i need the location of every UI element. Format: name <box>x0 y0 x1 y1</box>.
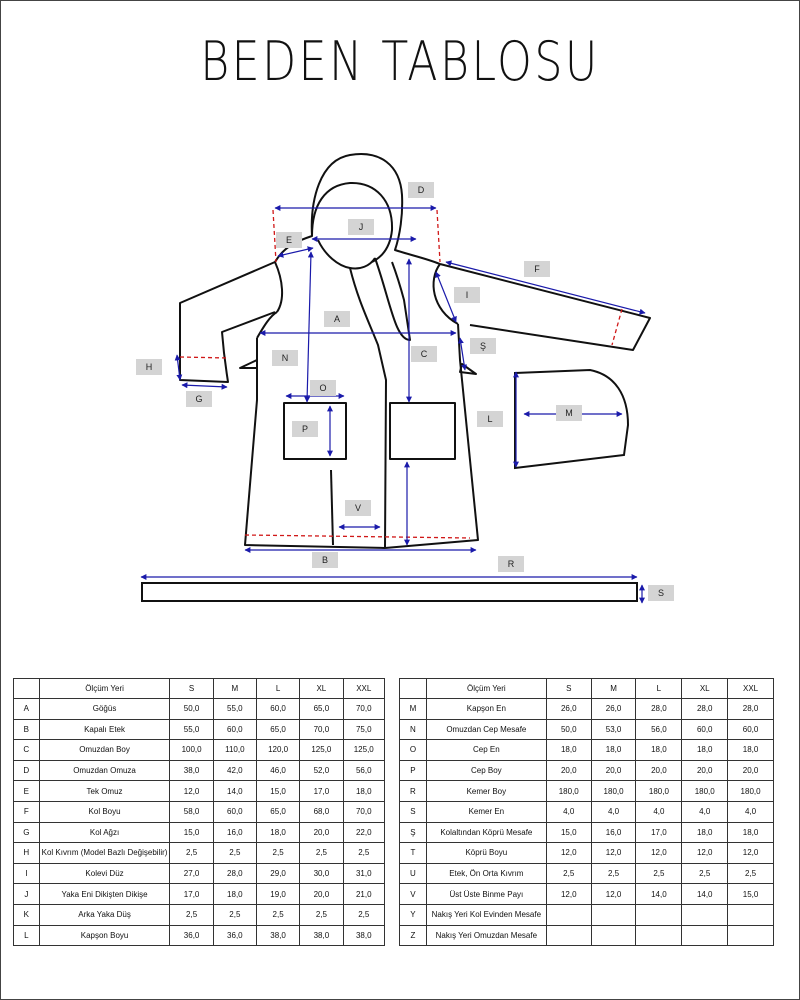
measure-name: Cep Boy <box>426 760 546 781</box>
size-value: 12,0 <box>546 884 591 905</box>
size-value: 28,0 <box>636 699 682 720</box>
size-value: 110,0 <box>213 740 256 761</box>
svg-text:V: V <box>354 503 362 513</box>
size-value: 20,0 <box>546 760 591 781</box>
label-H <box>136 359 162 375</box>
size-value: 56,0 <box>636 719 682 740</box>
size-value: 180,0 <box>728 781 774 802</box>
measure-name: Üst Üste Binme Payı <box>426 884 546 905</box>
size-value: 70,0 <box>343 801 384 822</box>
row-code: E <box>14 781 40 802</box>
diagram-labels <box>136 182 674 601</box>
label-N <box>272 350 298 366</box>
size-value: 15,0 <box>546 822 591 843</box>
table-row <box>14 925 385 946</box>
size-value: 17,0 <box>170 884 213 905</box>
measure-name: Omuzdan Cep Mesafe <box>426 719 546 740</box>
size-value: 4,0 <box>682 801 728 822</box>
header-cell: L <box>256 679 299 699</box>
table-row <box>400 843 774 864</box>
label-I <box>454 287 480 303</box>
svg-text:H: H <box>145 362 153 372</box>
measure-name: Göğüs <box>39 699 170 720</box>
size-value: 180,0 <box>591 781 636 802</box>
svg-text:M: M <box>565 408 573 418</box>
size-value: 12,0 <box>591 843 636 864</box>
label-P <box>292 421 318 437</box>
size-value: 50,0 <box>170 699 213 720</box>
size-value: 4,0 <box>636 801 682 822</box>
size-value: 38,0 <box>343 925 384 946</box>
header-cell <box>14 679 40 699</box>
table-row <box>14 740 385 761</box>
row-code: M <box>400 699 427 720</box>
row-code: Z <box>400 925 427 946</box>
svg-text:S: S <box>657 588 665 598</box>
size-value: 2,5 <box>300 843 343 864</box>
table-row <box>400 760 774 781</box>
size-value <box>636 904 682 925</box>
size-value: 29,0 <box>256 863 299 884</box>
size-value: 28,0 <box>728 699 774 720</box>
measure-name: Arka Yaka Düş <box>39 904 170 925</box>
size-value: 38,0 <box>170 760 213 781</box>
svg-text:D: D <box>417 185 425 195</box>
row-code: N <box>400 719 427 740</box>
size-value: 2,5 <box>213 904 256 925</box>
size-value: 20,0 <box>636 760 682 781</box>
size-value: 46,0 <box>256 760 299 781</box>
table-row <box>400 822 774 843</box>
row-code: Ş <box>400 822 427 843</box>
header-cell: S <box>170 679 213 699</box>
size-value: 12,0 <box>546 843 591 864</box>
table-row <box>400 719 774 740</box>
measure-name: Tek Omuz <box>39 781 170 802</box>
table-row <box>14 781 385 802</box>
right-flap <box>460 364 476 374</box>
size-value: 14,0 <box>636 884 682 905</box>
size-table-right <box>399 678 774 946</box>
size-value: 42,0 <box>213 760 256 781</box>
header-cell: L <box>636 679 682 699</box>
svg-text:I: I <box>465 290 469 300</box>
size-value: 4,0 <box>591 801 636 822</box>
front-seam <box>331 470 333 545</box>
size-value: 180,0 <box>546 781 591 802</box>
size-value: 36,0 <box>170 925 213 946</box>
table-row <box>14 863 385 884</box>
header-cell: Ölçüm Yeri <box>39 679 170 699</box>
size-value: 12,0 <box>682 843 728 864</box>
size-value: 14,0 <box>213 781 256 802</box>
measure-name: Yaka Eni Dikişten Dikişe <box>39 884 170 905</box>
table-row <box>14 904 385 925</box>
size-value <box>728 925 774 946</box>
size-value: 28,0 <box>213 863 256 884</box>
measure-name: Kemer Boy <box>426 781 546 802</box>
label-G <box>186 391 212 407</box>
pocket-right <box>390 403 455 459</box>
size-value: 58,0 <box>170 801 213 822</box>
size-value: 12,0 <box>728 843 774 864</box>
size-table-left <box>13 678 385 946</box>
row-code: K <box>14 904 40 925</box>
size-value <box>682 925 728 946</box>
size-value: 20,0 <box>300 822 343 843</box>
label-O <box>310 380 336 396</box>
size-value: 55,0 <box>213 699 256 720</box>
label-L <box>477 411 503 427</box>
table-header-row <box>14 679 385 699</box>
size-value: 2,5 <box>170 843 213 864</box>
size-value: 2,5 <box>343 843 384 864</box>
size-value: 28,0 <box>682 699 728 720</box>
size-value: 2,5 <box>636 863 682 884</box>
size-value: 20,0 <box>591 760 636 781</box>
size-value: 2,5 <box>591 863 636 884</box>
svg-text:N: N <box>281 353 289 363</box>
lapel-right <box>375 258 410 340</box>
size-value: 17,0 <box>300 781 343 802</box>
table-row <box>14 719 385 740</box>
table-row <box>400 740 774 761</box>
header-cell <box>400 679 427 699</box>
size-value: 60,0 <box>682 719 728 740</box>
svg-text:G: G <box>195 394 203 404</box>
size-value: 65,0 <box>256 719 299 740</box>
table-row <box>14 760 385 781</box>
size-value: 65,0 <box>256 801 299 822</box>
size-value: 26,0 <box>546 699 591 720</box>
size-value: 15,0 <box>728 884 774 905</box>
measure-name: Etek, Ön Orta Kıvrım <box>426 863 546 884</box>
size-value: 21,0 <box>343 884 384 905</box>
row-code: T <box>400 843 427 864</box>
measure-name: Kolaltından Köprü Mesafe <box>426 822 546 843</box>
size-value: 75,0 <box>343 719 384 740</box>
size-value: 180,0 <box>636 781 682 802</box>
size-value: 12,0 <box>170 781 213 802</box>
label-S <box>648 585 674 601</box>
size-value: 14,0 <box>682 884 728 905</box>
size-value <box>591 904 636 925</box>
size-value: 15,0 <box>170 822 213 843</box>
size-table-right-body <box>400 679 774 946</box>
size-value: 68,0 <box>300 801 343 822</box>
measure-name: Omuzdan Omuza <box>39 760 170 781</box>
size-value <box>546 925 591 946</box>
left-sleeve <box>180 262 275 382</box>
size-value: 12,0 <box>591 884 636 905</box>
left-armhole <box>275 262 282 312</box>
table-row <box>400 904 774 925</box>
label-B <box>312 552 338 568</box>
header-cell: Ölçüm Yeri <box>426 679 546 699</box>
size-value: 31,0 <box>343 863 384 884</box>
size-value <box>546 904 591 925</box>
row-code: Y <box>400 904 427 925</box>
size-value: 100,0 <box>170 740 213 761</box>
svg-text:R: R <box>507 559 515 569</box>
size-value: 12,0 <box>636 843 682 864</box>
size-value: 180,0 <box>682 781 728 802</box>
measure-name: Kapşon En <box>426 699 546 720</box>
row-code: C <box>14 740 40 761</box>
header-cell: XL <box>300 679 343 699</box>
size-value: 52,0 <box>300 760 343 781</box>
svg-text:C: C <box>420 349 428 359</box>
measure-name: Kol Ağzı <box>39 822 170 843</box>
svg-text:J: J <box>358 222 364 232</box>
table-row <box>400 781 774 802</box>
label-F <box>524 261 550 277</box>
row-code: I <box>14 863 40 884</box>
size-value: 20,0 <box>728 760 774 781</box>
measure-name: Kapşon Boyu <box>39 925 170 946</box>
label-A <box>324 311 350 327</box>
table-row <box>14 822 385 843</box>
row-code: J <box>14 884 40 905</box>
header-cell: XL <box>682 679 728 699</box>
svg-text:F: F <box>534 264 540 274</box>
svg-text:P: P <box>301 424 309 434</box>
row-code: H <box>14 843 40 864</box>
table-row <box>14 699 385 720</box>
header-cell: M <box>591 679 636 699</box>
size-value <box>591 925 636 946</box>
size-value: 2,5 <box>256 904 299 925</box>
size-value: 22,0 <box>343 822 384 843</box>
row-code: V <box>400 884 427 905</box>
size-value: 55,0 <box>170 719 213 740</box>
measure-name: Omuzdan Boy <box>39 740 170 761</box>
size-value: 38,0 <box>300 925 343 946</box>
size-value: 2,5 <box>682 863 728 884</box>
size-value: 4,0 <box>728 801 774 822</box>
size-value: 60,0 <box>728 719 774 740</box>
measure-name: Kol Boyu <box>39 801 170 822</box>
size-value: 38,0 <box>256 925 299 946</box>
svg-text:E: E <box>285 235 293 245</box>
size-value: 18,0 <box>728 822 774 843</box>
row-code: F <box>14 801 40 822</box>
size-value: 65,0 <box>300 699 343 720</box>
row-code: G <box>14 822 40 843</box>
header-cell: XXL <box>728 679 774 699</box>
measure-name: Cep En <box>426 740 546 761</box>
measure-name: Kapalı Etek <box>39 719 170 740</box>
size-value: 18,0 <box>213 884 256 905</box>
size-value: 26,0 <box>591 699 636 720</box>
header-cell: XXL <box>343 679 384 699</box>
page-title: BEDEN TABLOSU <box>200 30 600 93</box>
hood-lining <box>318 240 375 269</box>
size-value: 18,0 <box>591 740 636 761</box>
size-value <box>728 904 774 925</box>
table-row <box>400 884 774 905</box>
size-value: 18,0 <box>682 740 728 761</box>
size-table-left-body <box>14 679 385 946</box>
size-value: 18,0 <box>546 740 591 761</box>
size-value: 53,0 <box>591 719 636 740</box>
row-code: R <box>400 781 427 802</box>
size-value: 27,0 <box>170 863 213 884</box>
size-value: 20,0 <box>300 884 343 905</box>
size-value: 18,0 <box>636 740 682 761</box>
svg-text:L: L <box>487 414 493 424</box>
size-value: 18,0 <box>256 822 299 843</box>
size-value: 4,0 <box>546 801 591 822</box>
size-value <box>682 904 728 925</box>
row-code: B <box>14 719 40 740</box>
size-value: 17,0 <box>636 822 682 843</box>
table-row <box>14 884 385 905</box>
size-value: 2,5 <box>170 904 213 925</box>
size-value: 70,0 <box>343 699 384 720</box>
size-value: 16,0 <box>213 822 256 843</box>
header-cell: M <box>213 679 256 699</box>
svg-text:O: O <box>319 383 327 393</box>
label-M <box>556 405 582 421</box>
measure-name: Nakış Yeri Kol Evinden Mesafe <box>426 904 546 925</box>
table-header-row <box>400 679 774 699</box>
label-E <box>276 232 302 248</box>
label-R <box>498 556 524 572</box>
size-value: 15,0 <box>256 781 299 802</box>
belt <box>142 583 637 601</box>
row-code: U <box>400 863 427 884</box>
size-value: 36,0 <box>213 925 256 946</box>
left-flap <box>240 360 257 368</box>
size-value: 16,0 <box>591 822 636 843</box>
size-value: 56,0 <box>343 760 384 781</box>
size-value: 18,0 <box>728 740 774 761</box>
size-value: 125,0 <box>300 740 343 761</box>
size-value: 120,0 <box>256 740 299 761</box>
row-code: P <box>400 760 427 781</box>
size-value: 2,5 <box>300 904 343 925</box>
label-D <box>408 182 434 198</box>
label-C <box>411 346 437 362</box>
label-J <box>348 219 374 235</box>
size-value: 60,0 <box>213 719 256 740</box>
size-value: 60,0 <box>213 801 256 822</box>
table-row <box>14 801 385 822</box>
header-cell: S <box>546 679 591 699</box>
measure-name: Köprü Boyu <box>426 843 546 864</box>
size-value: 2,5 <box>546 863 591 884</box>
row-code: O <box>400 740 427 761</box>
size-value: 2,5 <box>256 843 299 864</box>
measure-name: Kol Kıvrım (Model Bazlı Değişebilir) <box>39 843 170 864</box>
size-value: 19,0 <box>256 884 299 905</box>
measure-name: Nakış Yeri Omuzdan Mesafe <box>426 925 546 946</box>
body-left-side <box>245 338 385 548</box>
label-V <box>345 500 371 516</box>
size-value: 2,5 <box>213 843 256 864</box>
row-code: S <box>400 801 427 822</box>
measure-name: Kolevi Düz <box>39 863 170 884</box>
row-code: A <box>14 699 40 720</box>
size-value: 18,0 <box>682 822 728 843</box>
size-value: 2,5 <box>728 863 774 884</box>
size-value <box>636 925 682 946</box>
table-row <box>400 801 774 822</box>
size-value: 70,0 <box>300 719 343 740</box>
table-row <box>14 843 385 864</box>
row-code: D <box>14 760 40 781</box>
seam-lines <box>180 210 622 538</box>
size-value: 20,0 <box>682 760 728 781</box>
size-value: 125,0 <box>343 740 384 761</box>
size-value: 2,5 <box>343 904 384 925</box>
svg-text:Ş: Ş <box>479 341 487 351</box>
table-row <box>400 699 774 720</box>
table-row <box>400 863 774 884</box>
measure-name: Kemer En <box>426 801 546 822</box>
size-value: 18,0 <box>343 781 384 802</box>
table-row <box>400 925 774 946</box>
size-value: 30,0 <box>300 863 343 884</box>
label-SH <box>470 338 496 354</box>
svg-text:A: A <box>333 314 341 324</box>
row-code: L <box>14 925 40 946</box>
svg-text:B: B <box>321 555 329 565</box>
size-value: 50,0 <box>546 719 591 740</box>
size-value: 60,0 <box>256 699 299 720</box>
